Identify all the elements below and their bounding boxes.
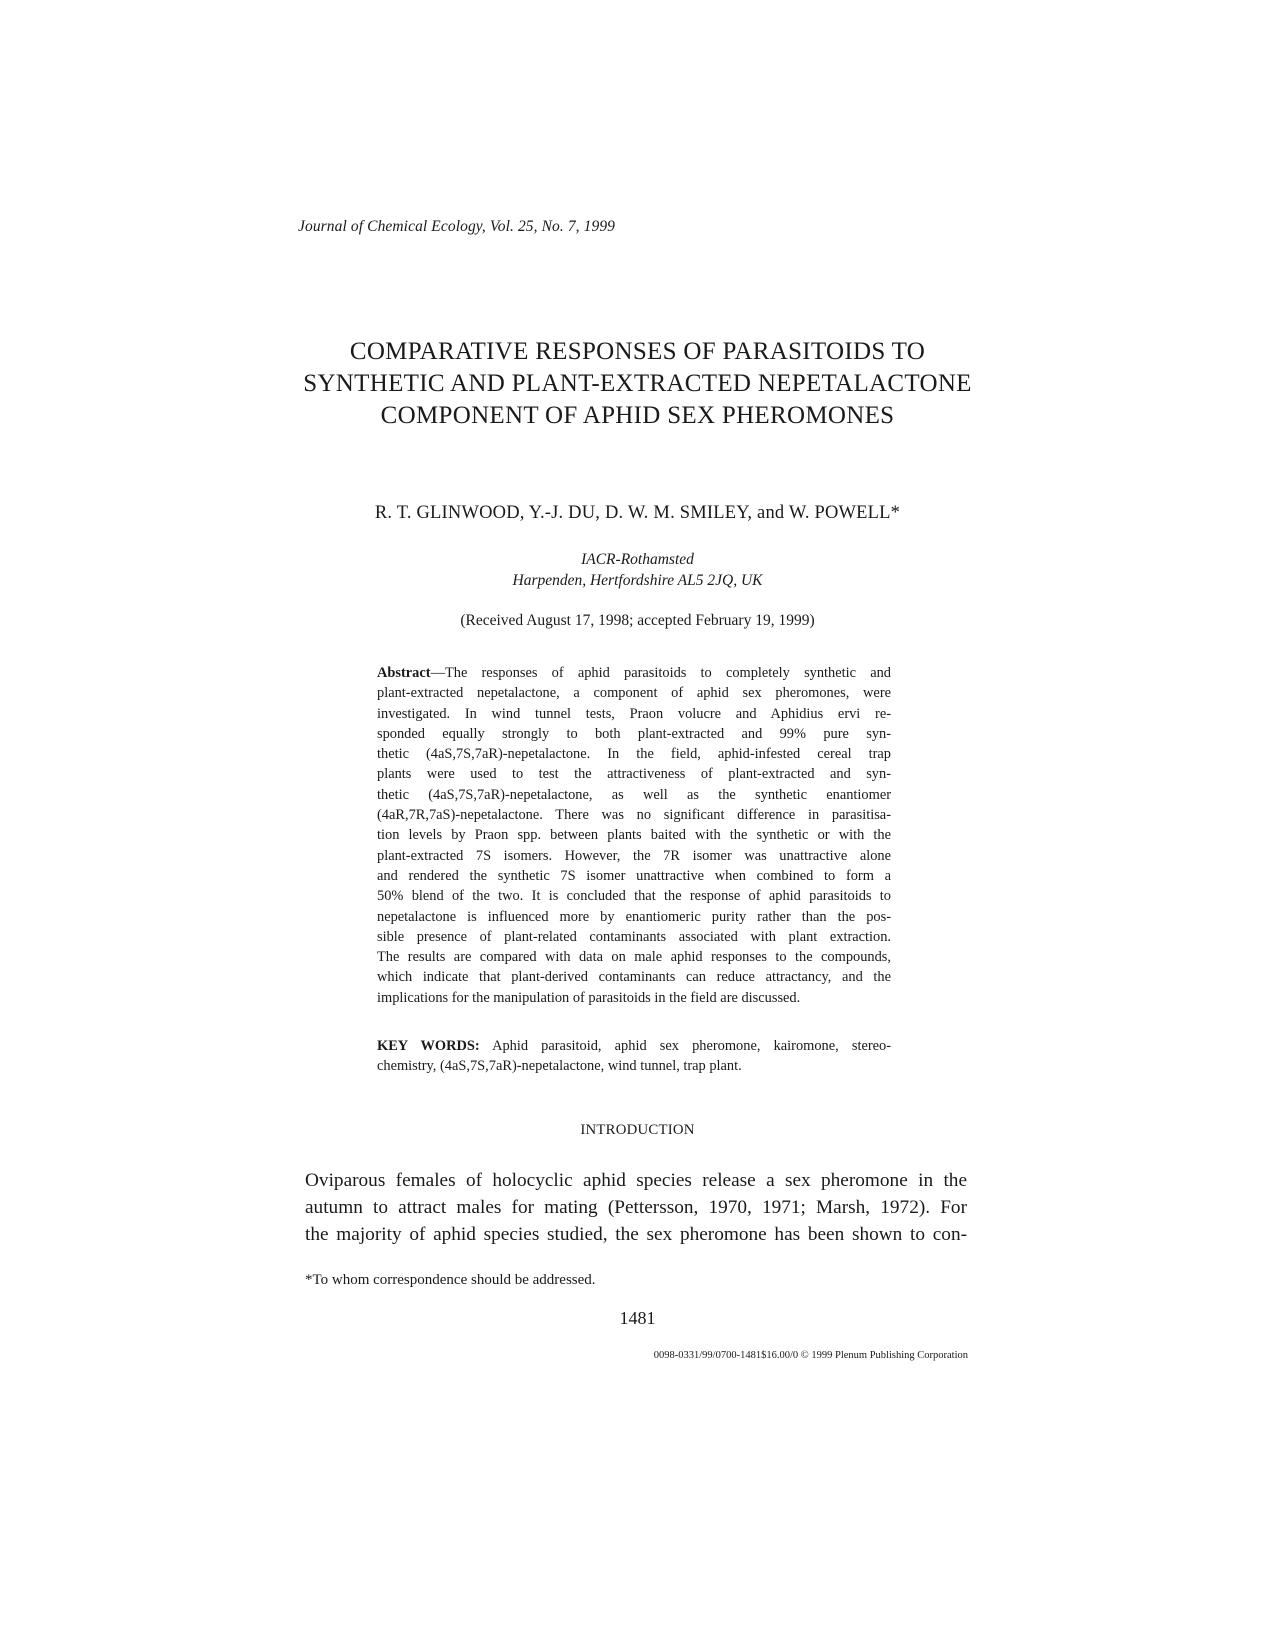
abstract-line: thetic (4aS,7S,7aR)-nepetalactone. In the field, aphid-infested cereal trap xyxy=(377,746,891,763)
abstract-line: 50% blend of the two. It is concluded that the response of aphid parasitoids to xyxy=(377,888,891,905)
keywords-line: KEY WORDS: Aphid parasitoid, aphid sex pheromone, kairomone, stereo- xyxy=(377,1038,892,1054)
title-line-1: COMPARATIVE RESPONSES OF PARASITOIDS TO xyxy=(349,338,926,365)
affiliation-institute: IACR-Rothamsted xyxy=(581,551,694,568)
abstract-line: sponded equally strongly to both plant-extracted and 99% pure syn- xyxy=(377,725,891,742)
page-number: 1481 xyxy=(619,1308,656,1328)
abstract-line: (4aR,7R,7aS)-nepetalactone. There was no significant difference in parasitisa- xyxy=(377,807,891,824)
keywords-line: chemistry, (4aS,7S,7aR)-nepetalactone, wind tunnel, trap plant. xyxy=(377,1058,742,1075)
abstract-line: and rendered the synthetic 7S isomer unattractive when combined to form a xyxy=(377,867,891,884)
keywords-label: KEY WORDS: xyxy=(377,1038,480,1054)
introduction-text xyxy=(305,1167,967,1248)
abstract-line: implications for the manipulation of parasitoids in the field are discussed. xyxy=(377,989,801,1006)
key-words xyxy=(377,1036,891,1077)
intro-line: autumn to attract males for mating (Pettersson, 1970, 1971; Marsh, 1972). For xyxy=(305,1197,967,1218)
abstract-line: tion levels by Praon spp. between plants baited with the synthetic or with the xyxy=(377,827,891,844)
abstract-line: The results are compared with data on male aphid responses to the compounds, xyxy=(377,949,891,966)
intro-line: Oviparous females of holocyclic aphid species release a sex pheromone in the xyxy=(305,1170,967,1191)
authors: R. T. GLINWOOD, Y.-J. DU, D. W. M. SMILEY, and W. POWELL* xyxy=(374,503,901,523)
title-line-2: SYNTHETIC AND PLANT-EXTRACTED NEPETALACTONE xyxy=(303,370,972,397)
abstract-line: which indicate that plant-derived contaminants can reduce attractancy, and the xyxy=(377,969,891,986)
footnote: *To whom correspondence should be addressed. xyxy=(305,1272,596,1288)
abstract-line: plant-extracted 7S isomers. However, the 7R isomer was unattractive alone xyxy=(377,847,891,864)
abstract-line: plant-extracted nepetalactone, a component of aphid sex pheromones, were xyxy=(377,685,891,702)
abstract-line: plants were used to test the attractiveness of plant-extracted and syn- xyxy=(377,766,891,783)
affiliation-address: Harpenden, Hertfordshire AL5 2JQ, UK xyxy=(512,572,763,589)
section-heading: INTRODUCTION xyxy=(580,1122,695,1138)
abstract-line: Abstract—The responses of aphid parasitoids to completely synthetic and xyxy=(377,665,891,681)
abstract-line: sible presence of plant-related contaminants associated with plant extraction. xyxy=(377,928,891,945)
title-line-3: COMPONENT OF APHID SEX PHEROMONES xyxy=(380,402,895,429)
abstract-line: nepetalactone is influenced more by enantiomeric purity rather than the pos- xyxy=(377,908,891,925)
abstract-label: Abstract xyxy=(377,665,431,681)
affiliation xyxy=(0,549,1275,591)
article-title xyxy=(0,336,1275,432)
abstract-line: investigated. In wind tunnel tests, Praon volucre and Aphidius ervi re- xyxy=(377,705,891,722)
abstract-line: thetic (4aS,7S,7aR)-nepetalactone, as well as the synthetic enantiomer xyxy=(377,786,891,803)
intro-line: the majority of aphid species studied, the sex pheromone has been shown to con- xyxy=(305,1224,967,1245)
copyright-line: 0098-0331/99/0700-1481$16.00/0 © 1999 Plenum Publishing Corporation xyxy=(653,1350,968,1361)
abstract xyxy=(377,663,891,1008)
received-dates: (Received August 17, 1998; accepted February 19, 1999) xyxy=(460,612,815,629)
journal-citation: Journal of Chemical Ecology, Vol. 25, No. 7, 1999 xyxy=(298,218,616,235)
